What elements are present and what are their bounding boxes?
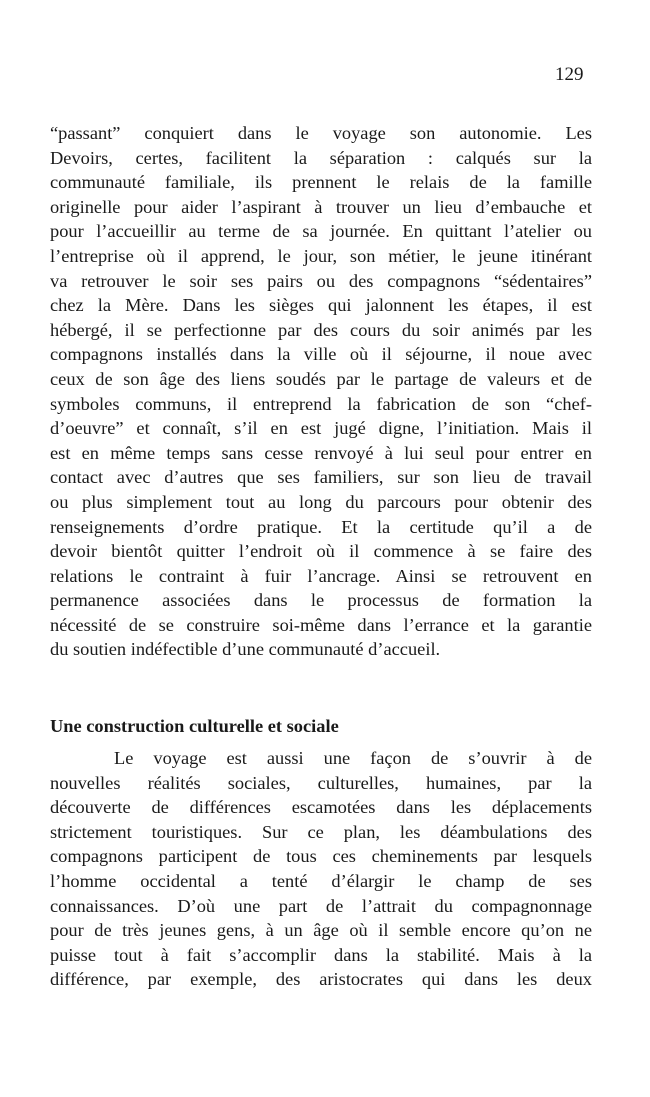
text-line: ceux de son âge des liens soudés par le partage de valeurs et de	[50, 368, 592, 389]
text-line: strictement touristiques. Sur ce plan, les déambulations des	[50, 821, 592, 842]
paragraph-2	[50, 746, 592, 992]
paragraph-1	[50, 121, 592, 662]
text-line: symboles communs, il entreprend la fabrication de son “chef-	[50, 393, 592, 414]
text-line: l’entreprise où il apprend, le jour, son métier, le jeune itinérant	[50, 245, 592, 266]
text-line: communauté familiale, ils prennent le relais de la famille	[50, 172, 592, 193]
text-line: contact avec d’autres que ses familiers, sur son lieu de travail	[50, 467, 592, 488]
text-line: “passant” conquiert dans le voyage son autonomie. Les	[50, 123, 592, 143]
text-line: permanence associées dans le processus de formation la	[50, 590, 592, 611]
text-line: découverte de différences escamotées dans les déplacements	[50, 797, 592, 818]
section-heading: Une construction culturelle et sociale	[50, 716, 339, 736]
text-line: Devoirs, certes, facilitent la séparation : calqués sur la	[50, 147, 592, 168]
text-line: relations le contraint à fuir l’ancrage. Ainsi se retrouvent en	[50, 565, 592, 586]
text-line: compagnons participent de tous ces cheminements par lesquels	[50, 846, 592, 867]
text-line: pour de très jeunes gens, à un âge où il semble encore qu’on ne	[50, 920, 592, 941]
text-line: d’oeuvre” et connaît, s’il en est jugé digne, l’initiation. Mais il	[50, 418, 592, 439]
text-line: nouvelles réalités sociales, culturelles, humaines, par la	[50, 772, 592, 793]
text-line: l’homme occidental a tenté d’élargir le champ de ses	[50, 870, 592, 891]
text-line: devoir bientôt quitter l’endroit où il commence à se faire des	[50, 541, 592, 562]
text-line: compagnons installés dans la ville où il séjourne, il noue avec	[50, 344, 592, 365]
page-number: 129	[555, 64, 584, 85]
text-line: hébergé, il se perfectionne par des cours du soir animés par les	[50, 319, 592, 340]
text-line: chez la Mère. Dans les sièges qui jalonnent les étapes, il est	[50, 295, 592, 316]
text-line: originelle pour aider l’aspirant à trouver un lieu d’embauche et	[50, 196, 592, 217]
text-line: est en même temps sans cesse renvoyé à lui seul pour entrer en	[50, 442, 592, 463]
text-line: ou plus simplement tout au long du parcours pour obtenir des	[50, 491, 592, 512]
text-line: Le voyage est aussi une façon de s’ouvrir à de	[114, 748, 592, 768]
text-line: du soutien indéfectible d’une communauté d’accueil.	[50, 639, 441, 660]
text-line: pour l’accueillir au terme de sa journée. En quittant l’atelier ou	[50, 221, 592, 242]
text-line: différence, par exemple, des aristocrates qui dans les deux	[50, 969, 592, 990]
text-line: nécessité de se construire soi-même dans l’errance et la garantie	[50, 614, 592, 635]
text-line: va retrouver le soir ses pairs ou des compagnons “sédentaires”	[50, 270, 592, 291]
text-line: renseignements d’ordre pratique. Et la certitude qu’il a de	[50, 516, 592, 537]
text-line: puisse tout à fait s’accomplir dans la stabilité. Mais à la	[50, 944, 592, 965]
text-line: connaissances. D’où une part de l’attrait du compagnonnage	[50, 895, 592, 916]
